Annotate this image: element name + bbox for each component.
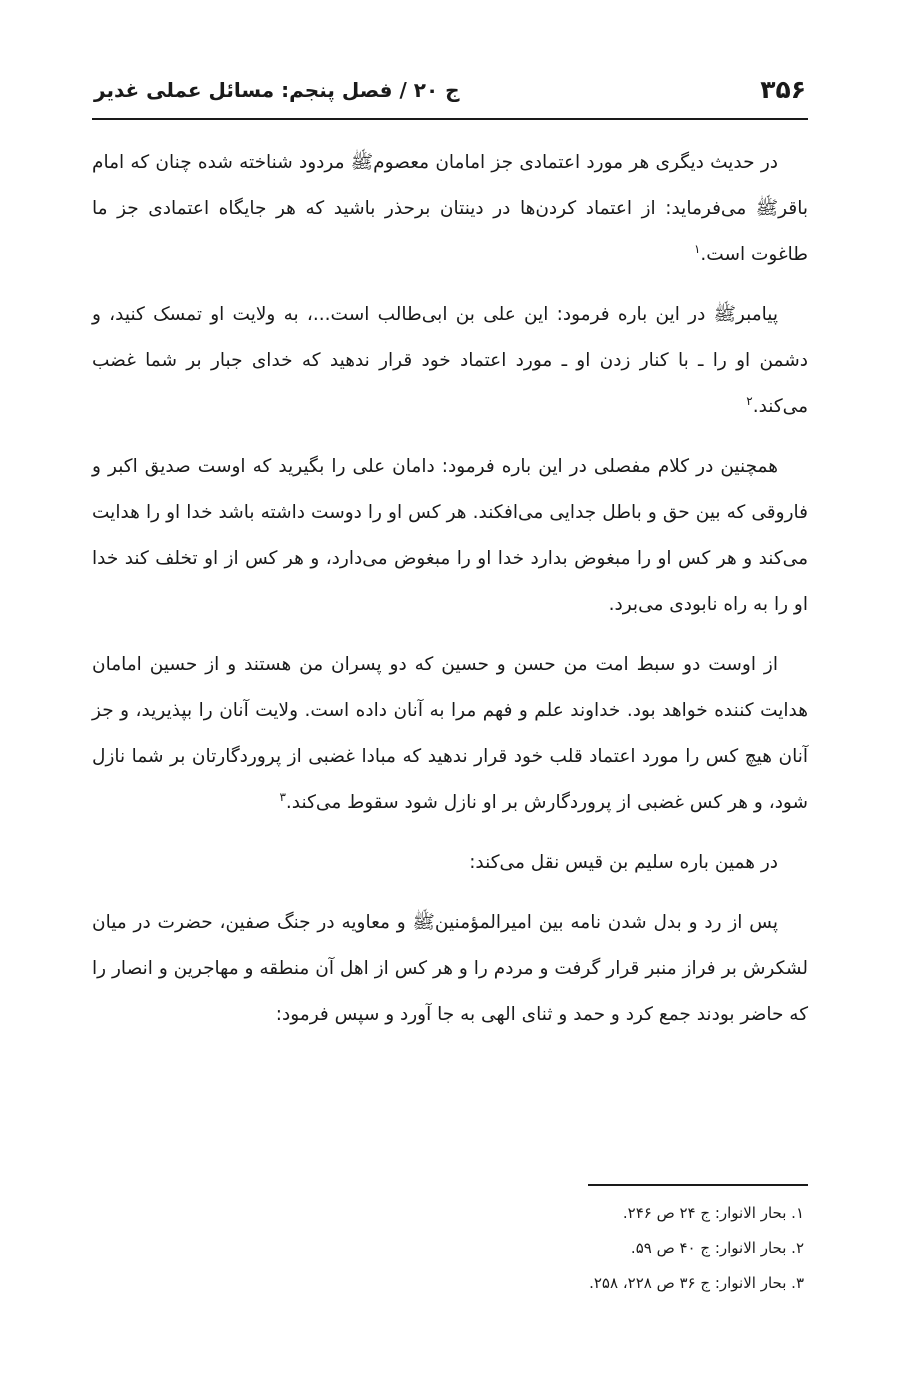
body-text <box>92 140 808 1052</box>
footnote-item: ۳. بحار الانوار: ج ۳۶ ص ۲۲۸، ۲۵۸. <box>589 1274 804 1292</box>
footnote-reference[interactable]: ۳ <box>279 789 286 804</box>
paragraph-text: پس از رد و بدل شدن نامه بین امیرالمؤمنینﷺ و معاویه در جنگ صفین، حضرت در میان لشکرش بر فراز منبر قرار گرفت و مردم را و هر کس از اهل آن منطقه و مهاجرین و انصار را که حاضر بودند جمع کرد و حمد و ثنای الهی به جا آورد و سپس فرمود: <box>92 912 808 1025</box>
footnote-item: ۲. بحار الانوار: ج ۴۰ ص ۵۹. <box>630 1239 804 1257</box>
page-header <box>92 72 808 120</box>
paragraph <box>92 444 808 628</box>
footnote-reference[interactable]: ۲ <box>746 393 753 408</box>
footnotes-list <box>92 1196 808 1301</box>
paragraph-text: پیامبرﷺ در این باره فرمود: این علی بن ابی‌طالب است...، به ولایت او تمسک کنید، و دشمن او را ـ با کنار زدن او ـ مورد اعتماد خود قرار ندهید که خدای جبار بر شما غضب می‌کند. <box>92 304 808 417</box>
footnote-item: ۱. بحار الانوار: ج ۲۴ ص ۲۴۶. <box>622 1204 804 1222</box>
footnote-divider <box>588 1184 808 1186</box>
page-number: ۳۵۶ <box>760 75 806 104</box>
paragraph <box>92 292 808 430</box>
paragraph-text: همچنین در کلام مفصلی در این باره فرمود: دامان علی را بگیرید که اوست صدیق اکبر و فاروقی که بین حق و باطل جدایی می‌افکند. هر کس او را دوست داشته باشد خدا او را هدایت می‌کند و هر کس او را مبغوض بدارد خدا او را مبغوض می‌دارد، و هر کس از او تخلف کند خدا او را به راه نابودی می‌برد. <box>92 456 808 615</box>
paragraph <box>92 840 808 886</box>
paragraph <box>92 140 808 278</box>
paragraph-text: در همین باره سلیم بن قیس نقل می‌کند: <box>469 852 778 873</box>
footnote-reference[interactable]: ۱ <box>693 241 701 256</box>
paragraph <box>92 642 808 826</box>
paragraph-text: در حدیث دیگری هر مورد اعتمادی جز امامان معصومﷺ مردود شناخته شده چنان که امام باقرﷺ می‌فرماید: از اعتماد کردن‌ها در دینتان برحذر باشید که هر جایگاه اعتمادی جز ما طاغوت است. <box>92 152 808 265</box>
paragraph <box>92 900 808 1038</box>
paragraph-text: از اوست دو سبط امت من حسن و حسین که دو پسران من هستند و از حسین امامان هدایت کننده خواهد بود. خداوند علم و فهم مرا به آنان داده است. ولایت آنان را بپذیرید، و جز آنان هیچ کس را مورد اعتماد قلب خود قرار ندهید که مبادا غضبی از پروردگارتان بر شما نازل شود، و هر کس غضبی از پروردگارش بر او نازل شود سقوط می‌کند. <box>92 654 808 813</box>
running-title: ج ۲۰ / فصل پنجم: مسائل عملی غدیر <box>94 78 460 102</box>
